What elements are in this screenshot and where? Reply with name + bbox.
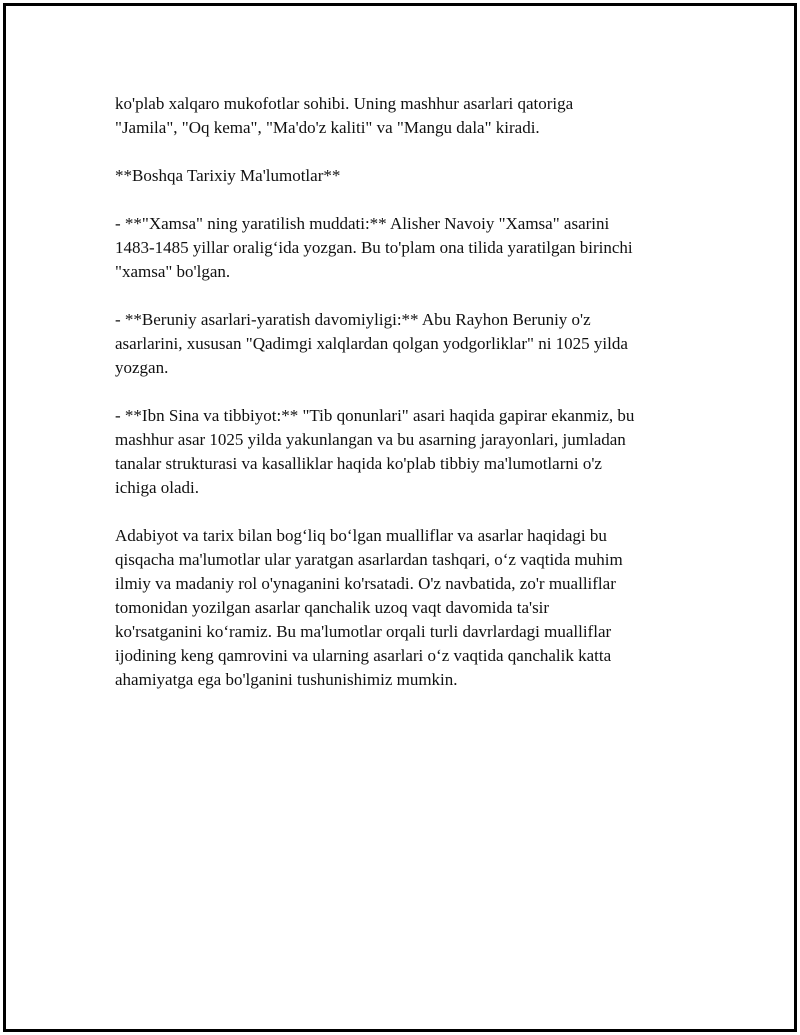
text-line: tomonidan yozilgan asarlar qanchalik uzoq vaqt davomida ta'sir: [115, 598, 550, 617]
paragraph-conclusion: [115, 524, 700, 692]
paragraph-intro-continuation: [115, 92, 700, 140]
text-line: 1483-1485 yillar oralig‘ida yozgan. Bu to'plam ona tilida yaratilgan birinchi: [115, 238, 633, 257]
section-heading: [115, 164, 700, 188]
document-body: [115, 92, 700, 716]
text-line: qisqacha ma'lumotlar ular yaratgan asarlardan tashqari, o‘z vaqtida muhim: [115, 550, 623, 569]
list-item-xamsa: [115, 212, 700, 284]
text-line: ko'rsatganini ko‘ramiz. Bu ma'lumotlar orqali turli davrlardagi mualliflar: [115, 622, 612, 641]
text-line: tanalar strukturasi va kasalliklar haqida ko'plab tibbiy ma'lumotlarni o'z: [115, 454, 602, 473]
text-line: - **"Xamsa" ning yaratilish muddati:** Alisher Navoiy "Xamsa" asarini: [115, 214, 610, 233]
text-line: "xamsa" bo'lgan.: [115, 262, 231, 281]
list-item-beruniy: [115, 308, 700, 380]
text-line: - **Beruniy asarlari-yaratish davomiyligi:** Abu Rayhon Beruniy o'z: [115, 310, 591, 329]
text-line: yozgan.: [115, 358, 169, 377]
heading-line: **Boshqa Tarixiy Ma'lumotlar**: [115, 166, 341, 185]
text-line: mashhur asar 1025 yilda yakunlangan va bu asarning jarayonlari, jumladan: [115, 430, 626, 449]
text-line: ilmiy va madaniy rol o'ynaganini ko'rsatadi. O'z navbatida, zo'r mualliflar: [115, 574, 616, 593]
text-line: asarlarini, xususan "Qadimgi xalqlardan qolgan yodgorliklar" ni 1025 yilda: [115, 334, 628, 353]
text-line: - **Ibn Sina va tibbiyot:** "Tib qonunlari" asari haqida gapirar ekanmiz, bu: [115, 406, 635, 425]
text-line: ko'plab xalqaro mukofotlar sohibi. Uning mashhur asarlari qatoriga: [115, 94, 574, 113]
text-line: Adabiyot va tarix bilan bog‘liq bo‘lgan mualliflar va asarlar haqidagi bu: [115, 526, 607, 545]
text-line: ichiga oladi.: [115, 478, 200, 497]
list-item-ibn-sina: [115, 404, 700, 500]
text-line: ahamiyatga ega bo'lganini tushunishimiz mumkin.: [115, 670, 458, 689]
text-line: ijodining keng qamrovini va ularning asarlari o‘z vaqtida qanchalik katta: [115, 646, 612, 665]
text-line: "Jamila", "Oq kema", "Ma'do'z kaliti" va "Mangu dala" kiradi.: [115, 118, 540, 137]
